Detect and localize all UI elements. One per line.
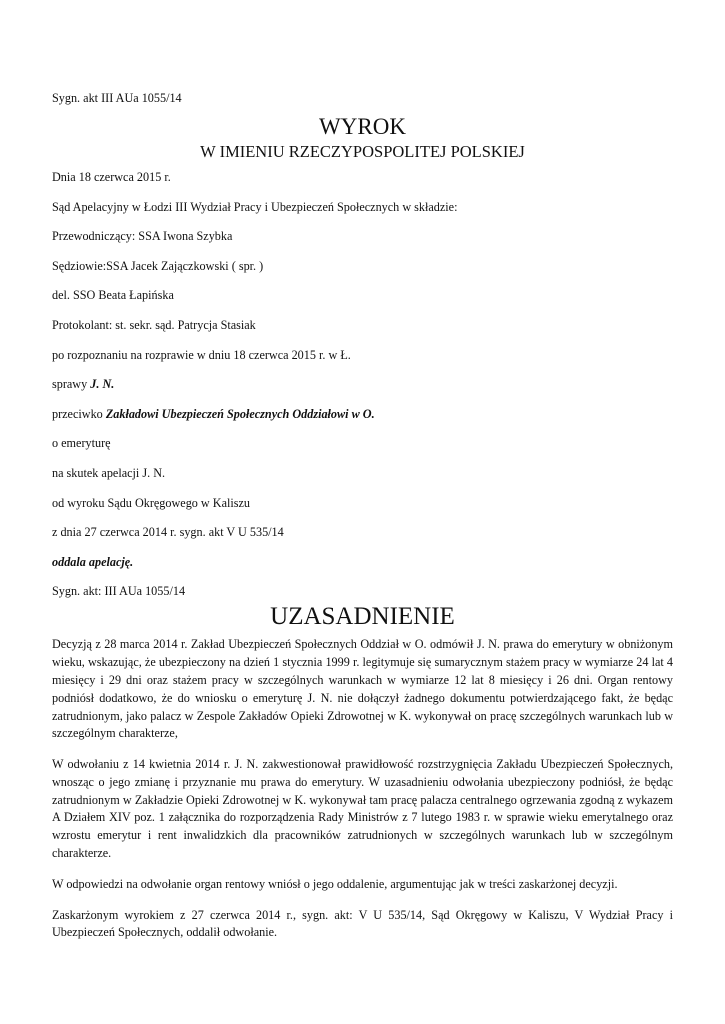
court-composition: Sąd Apelacyjny w Łodzi III Wydział Pracy i Ubezpieczeń Społecznych w składzie: [52, 199, 458, 214]
court-clerk: Protokolant: st. sekr. sąd. Patrycja Stasiak [52, 317, 256, 332]
ruling: oddala apelację. [52, 554, 134, 569]
case-opponent [52, 407, 673, 422]
justification-paragraph: Decyzją z 28 marca 2014 r. Zakład Ubezpieczeń Społecznych Oddział w O. odmówił J. N. prawa do emerytury w obniżonym wieku, wskazując, że ubezpieczony na dzień 1 stycznia 1999 r. legitymuje się sumarycznym stażem pracy w wymiarze 24 lat 4 miesięcy i 29 dni oraz stażem pracy w szczególnych warunkach w wymiarze 12 lat 8 miesięcy i 26 dni. Organ rentowy podniósł dodatkowo, że do wniosku o emeryturę J. N. nie dołączył żadnego dokumentu potwierdzającego fakt, że będąc zatrudnionym, jako palacz w Zespole Zakładów Opieki Zdrowotnej w K. wykonywał on pracę szczególnych warunkach lub w szczególnym charakterze, [52, 637, 673, 741]
case-party-name: J. N. [90, 377, 115, 392]
justification-title: UZASADNIENIE [270, 603, 455, 631]
hearing-info: po rozpoznaniu na rozprawie w dniu 18 czerwca 2015 r. w Ł. [52, 347, 351, 362]
judgment-source: od wyroku Sądu Okręgowego w Kaliszu [52, 495, 251, 510]
case-opponent-name: Zakładowi Ubezpieczeń Społecznych Oddziałowi w O. [105, 406, 375, 421]
document-title: WYROK [319, 114, 406, 139]
case-party [52, 377, 673, 392]
appeal-info: na skutek apelacji J. N. [52, 465, 166, 480]
presiding-judge: Przewodniczący: SSA Iwona Szybka [52, 229, 233, 244]
judges: Sędziowie:SSA Jacek Zajączkowski ( spr. ) [52, 258, 264, 273]
verdict-date: Dnia 18 czerwca 2015 r. [52, 170, 171, 184]
case-subject: o emeryturę [52, 436, 111, 451]
case-party-prefix: sprawy [52, 377, 91, 392]
justification-paragraph: W odwołaniu z 14 kwietnia 2014 r. J. N. zakwestionował prawidłowość rozstrzygnięcia Zakładu Ubezpieczeń Społecznych, wnosząc o jego zmianę i przyznanie mu prawa do emerytury. W uzasadnieniu odwołania ubezpieczony podniósł, że będąc zatrudnionym w Zakładzie Opieki Zdrowotnej w K. wykonywał tam pracę palacza centralnego ogrzewania zgodną z wykazem A Działem XIV poz. 1 załącznika do rozporządzenia Rady Ministrów z 7 lutego 1983 r. w sprawie wieku emerytalnego oraz wzrostu emerytur i rent inwalidzkich dla pracowników zatrudnionych w szczególnych warunkach lub w szczególnym charakterze. [52, 757, 673, 861]
document-subtitle: W IMIENIU RZECZYPOSPOLITEJ POLSKIEJ [200, 142, 525, 161]
judge-delegated: del. SSO Beata Łapińska [52, 288, 174, 303]
justification-paragraph: Zaskarżonym wyrokiem z 27 czerwca 2014 r., sygn. akt: V U 535/14, Sąd Okręgowy w Kaliszu, V Wydział Pracy i Ubezpieczeń Społecznych, oddalił odwołanie. [52, 907, 673, 940]
case-opponent-prefix: przeciwko [52, 406, 106, 421]
justification-paragraph: W odpowiedzi na odwołanie organ rentowy wniósł o jego oddalenie, argumentując jak w treści zaskarżonej decyzji. [52, 876, 618, 891]
case-signature: Sygn. akt III AUa 1055/14 [52, 91, 182, 105]
judgment-date: z dnia 27 czerwca 2014 r. sygn. akt V U 535/14 [52, 525, 284, 540]
justification-signature: Sygn. akt: III AUa 1055/14 [52, 584, 186, 599]
